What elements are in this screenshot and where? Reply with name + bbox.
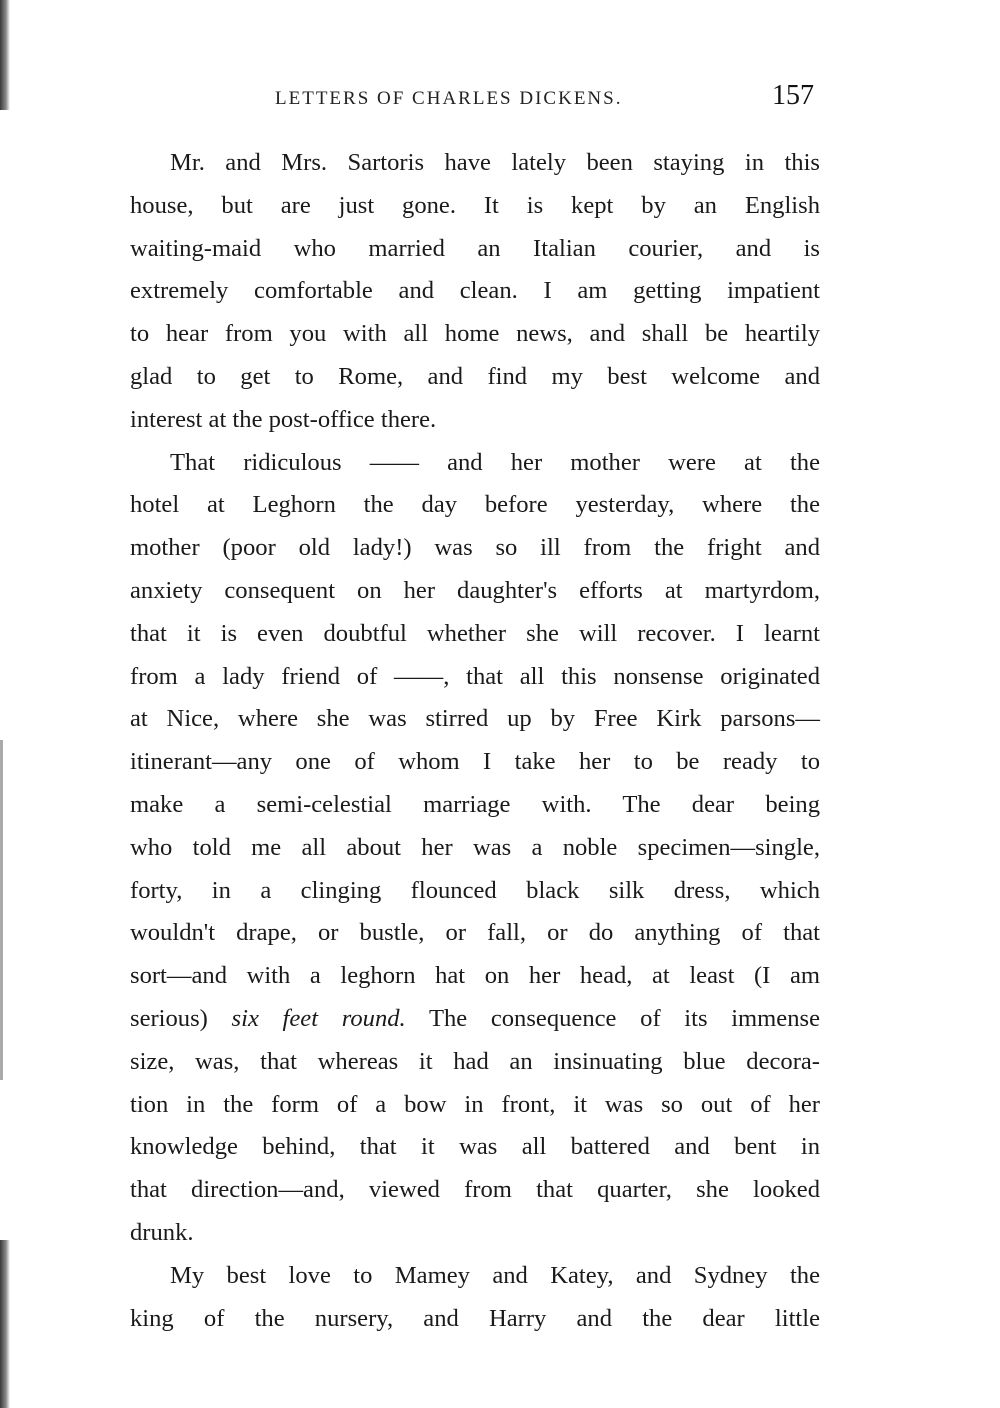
text-line: glad to get to Rome, and find my best welcome and	[130, 362, 820, 390]
text-line: My best love to Mamey and Katey, and Sydney the	[170, 1261, 820, 1289]
text-line: knowledge behind, that it was all battered and bent in	[130, 1133, 820, 1161]
text-line: from a lady friend of ——, that all this nonsense originated	[130, 662, 820, 690]
page-number: 157	[772, 80, 814, 111]
text-line: who told me all about her was a noble specimen—single,	[130, 833, 820, 861]
paragraph-3	[130, 1255, 820, 1341]
text-line: king of the nursery, and Harry and the dear little	[130, 1304, 820, 1332]
text-line: sort—and with a leghorn hat on her head, at least (I am	[130, 962, 820, 990]
scan-edge-shadow-middle	[0, 740, 3, 1080]
italic-phrase: six feet round.	[231, 1004, 406, 1032]
text-line: hotel at Leghorn the day before yesterday, where the	[130, 491, 820, 519]
text-line: wouldn't drape, or bustle, or fall, or do anything of that	[130, 919, 820, 947]
paragraph-2	[130, 442, 820, 1255]
text-line: at Nice, where she was stirred up by Free Kirk parsons—	[130, 705, 820, 733]
text-line: itinerant—any one of whom I take her to be ready to	[130, 748, 820, 776]
letter-body	[130, 142, 820, 1340]
paragraph-1	[130, 142, 820, 442]
page-header	[0, 78, 1000, 118]
text-line: tion in the form of a bow in front, it was so out of her	[130, 1090, 820, 1118]
text-line: Mr. and Mrs. Sartoris have lately been staying in this	[170, 149, 820, 176]
text-line: size, was, that whereas it had an insinuating blue decora-	[130, 1047, 820, 1075]
text-line: anxiety consequent on her daughter's efforts at martyrdom,	[130, 576, 820, 604]
text-line: interest at the post-office there.	[130, 405, 437, 433]
running-title: LETTERS OF CHARLES DICKENS.	[275, 88, 623, 109]
text-line: drunk.	[130, 1218, 194, 1246]
serious-suffix: The consequence of its immense	[428, 1004, 820, 1032]
scan-edge-shadow-bottom	[0, 1240, 10, 1408]
text-line-serious	[130, 998, 820, 1041]
text-line: that it is even doubtful whether she will recover. I learnt	[130, 619, 820, 647]
text-line: waiting-maid who married an Italian courier, and is	[130, 234, 820, 262]
text-line: that direction—and, viewed from that quarter, she looked	[130, 1176, 820, 1204]
text-line: house, but are just gone. It is kept by an English	[130, 191, 820, 219]
text-line: make a semi-celestial marriage with. The dear being	[130, 790, 820, 818]
text-line: forty, in a clinging flounced black silk dress, which	[130, 876, 820, 904]
text-line: to hear from you with all home news, and shall be heartily	[130, 320, 820, 348]
text-line: mother (poor old lady!) was so ill from the fright and	[130, 534, 820, 562]
text-line: That ridiculous —— and her mother were at the	[170, 448, 820, 476]
serious-prefix: serious)	[130, 1004, 208, 1032]
text-line: extremely comfortable and clean. I am getting impatient	[130, 277, 820, 305]
